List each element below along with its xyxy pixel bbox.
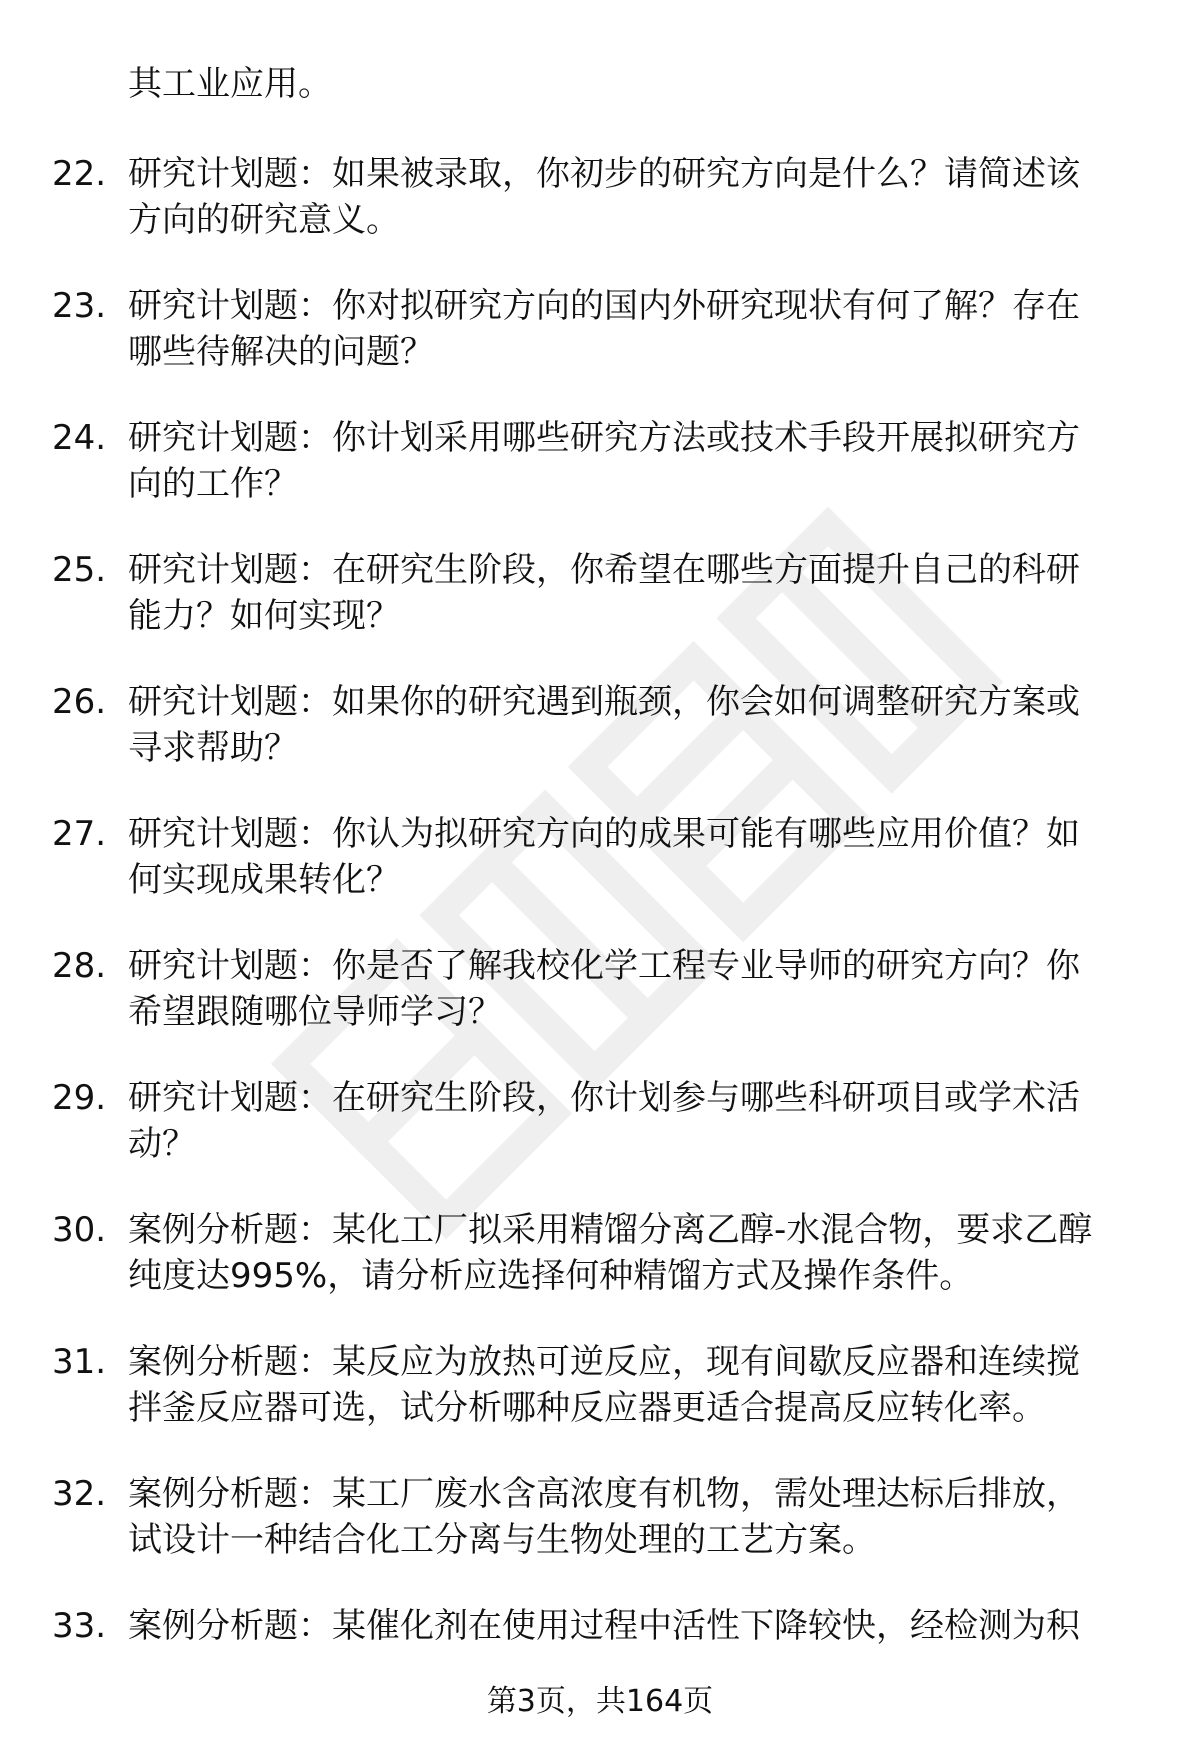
list-item (0, 148, 1200, 280)
item-text-line: 哪些待解决的问题？ (128, 332, 434, 372)
item-number: 29. (52, 1078, 107, 1118)
list-item (0, 1204, 1200, 1336)
page-footer: 第3页，共164页 (486, 1684, 714, 1719)
item-number: 25. (52, 550, 107, 590)
item-text-line: 研究计划题：你是否了解我校化学工程专业导师的研究方向？你 (128, 946, 1080, 986)
item-text-line: 方向的研究意义。 (128, 200, 400, 240)
continuation-text: 其工业应用。 (128, 64, 332, 104)
item-text-line: 案例分析题：某工厂废水含高浓度有机物，需处理达标后排放， (128, 1474, 1080, 1514)
item-number: 26. (52, 682, 107, 722)
item-text-line: 何实现成果转化？ (128, 860, 400, 900)
item-text-line: 研究计划题：你对拟研究方向的国内外研究现状有何了解？存在 (128, 286, 1080, 326)
item-number: 27. (52, 814, 107, 854)
item-text-line: 拌釜反应器可选，试分析哪种反应器更适合提高反应转化率。 (128, 1388, 1046, 1428)
item-text-line: 寻求帮助？ (128, 728, 298, 768)
item-text-line: 试设计一种结合化工分离与生物处理的工艺方案。 (128, 1520, 876, 1560)
item-number: 33. (52, 1606, 107, 1646)
item-number: 28. (52, 946, 107, 986)
list-item (0, 1468, 1200, 1600)
list-item (0, 808, 1200, 940)
item-text-line: 希望跟随哪位导师学习？ (128, 992, 502, 1032)
item-text-line: 纯度达995%，请分析应选择何种精馏方式及操作条件。 (128, 1256, 974, 1296)
list-item (0, 1336, 1200, 1468)
item-number: 32. (52, 1474, 107, 1514)
item-number: 22. (52, 154, 107, 194)
item-text-line: 案例分析题：某化工厂拟采用精馏分离乙醇-水混合物，要求乙醇 (128, 1210, 1093, 1250)
item-text-line: 案例分析题：某催化剂在使用过程中活性下降较快，经检测为积 (128, 1606, 1080, 1646)
list-item (0, 544, 1200, 676)
item-number: 31. (52, 1342, 107, 1382)
list-item (0, 676, 1200, 808)
item-text-line: 研究计划题：在研究生阶段，你希望在哪些方面提升自己的科研 (128, 550, 1080, 590)
item-text-line: 研究计划题：如果你的研究遇到瓶颈，你会如何调整研究方案或 (128, 682, 1080, 722)
list-item (0, 412, 1200, 544)
item-number: 30. (52, 1210, 107, 1250)
item-text-line: 研究计划题：你认为拟研究方向的成果可能有哪些应用价值？如 (128, 814, 1080, 854)
item-text-line: 能力？如何实现？ (128, 596, 400, 636)
list-item (0, 1072, 1200, 1204)
list-item (0, 940, 1200, 1072)
list-item (0, 280, 1200, 412)
item-text-line: 动？ (128, 1124, 196, 1164)
item-number: 23. (52, 286, 107, 326)
item-text-line: 研究计划题：在研究生阶段，你计划参与哪些科研项目或学术活 (128, 1078, 1080, 1118)
item-number: 24. (52, 418, 107, 458)
item-text-line: 研究计划题：如果被录取，你初步的研究方向是什么？请简述该 (128, 154, 1080, 194)
question-list (0, 148, 1200, 1732)
item-text-line: 研究计划题：你计划采用哪些研究方法或技术手段开展拟研究方 (128, 418, 1080, 458)
item-text-line: 案例分析题：某反应为放热可逆反应，现有间歇反应器和连续搅 (128, 1342, 1080, 1382)
item-text-line: 向的工作？ (128, 464, 298, 504)
